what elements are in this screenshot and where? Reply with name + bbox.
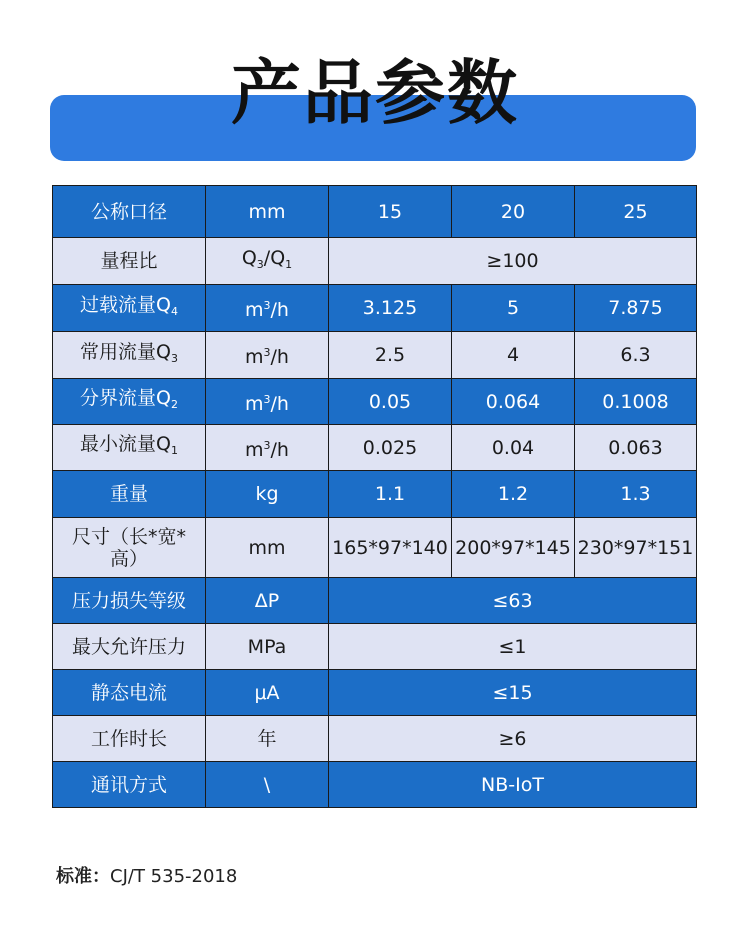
param-value-cell: 25	[575, 186, 697, 238]
param-name-cell: 量程比	[53, 238, 206, 285]
param-name-cell: 常用流量$Q_3$	[53, 332, 206, 379]
param-value-cell: ≥100	[329, 238, 697, 285]
param-name-cell: 分界流量$Q_2$	[53, 379, 206, 425]
table-row	[53, 578, 697, 624]
param-unit-cell: mm	[206, 518, 329, 578]
standard-footnote	[56, 862, 237, 888]
parameter-table	[52, 185, 697, 808]
param-value-cell: 1.2	[452, 471, 575, 518]
param-value-cell: 1.1	[329, 471, 452, 518]
param-value-cell: 165*97*140	[329, 518, 452, 578]
param-value-cell: 200*97*145	[452, 518, 575, 578]
param-unit-cell: $m^3/h$	[206, 332, 329, 379]
param-value-cell: 15	[329, 186, 452, 238]
param-name-cell: 最小流量$Q_1$	[53, 425, 206, 471]
param-value-cell: 3.125	[329, 285, 452, 332]
param-value-cell: 6.3	[575, 332, 697, 379]
table-row	[53, 379, 697, 425]
table-row	[53, 762, 697, 808]
param-unit-cell: MPa	[206, 624, 329, 670]
param-unit-cell: $m^3/h$	[206, 379, 329, 425]
param-unit-cell: $Q_3/Q_1$	[206, 238, 329, 285]
param-value-cell: ≥6	[329, 716, 697, 762]
standard-label: 标准：	[56, 866, 110, 887]
param-value-cell: 0.05	[329, 379, 452, 425]
param-value-cell: 20	[452, 186, 575, 238]
param-value-cell: 0.064	[452, 379, 575, 425]
param-unit-cell: $m^3/h$	[206, 285, 329, 332]
param-value-cell: ≤63	[329, 578, 697, 624]
table-row	[53, 716, 697, 762]
param-value-cell: 0.04	[452, 425, 575, 471]
param-value-cell: NB-IoT	[329, 762, 697, 808]
param-unit-cell: μA	[206, 670, 329, 716]
param-name-cell: 过载流量$Q_4$	[53, 285, 206, 332]
param-name-cell: 公称口径	[53, 186, 206, 238]
param-unit-cell: ΔP	[206, 578, 329, 624]
param-name-cell: 通讯方式	[53, 762, 206, 808]
param-value-cell: 230*97*151	[575, 518, 697, 578]
param-value-cell: 1.3	[575, 471, 697, 518]
param-value-cell: 7.875	[575, 285, 697, 332]
param-value-cell: 2.5	[329, 332, 452, 379]
page-title: 产品参数	[231, 52, 519, 134]
param-value-cell: 5	[452, 285, 575, 332]
param-unit-cell: kg	[206, 471, 329, 518]
table-row	[53, 238, 697, 285]
param-name-cell: 重量	[53, 471, 206, 518]
param-value-cell: 0.063	[575, 425, 697, 471]
param-value-cell: 4	[452, 332, 575, 379]
param-name-cell: 压力损失等级	[53, 578, 206, 624]
table-row	[53, 670, 697, 716]
table-row	[53, 186, 697, 238]
standard-value: CJ/T 535-2018	[110, 866, 238, 887]
table-row	[53, 518, 697, 578]
param-unit-cell: \	[206, 762, 329, 808]
param-name-cell: 工作时长	[53, 716, 206, 762]
param-value-cell: 0.1008	[575, 379, 697, 425]
param-value-cell: 0.025	[329, 425, 452, 471]
param-unit-cell: mm	[206, 186, 329, 238]
param-unit-cell: $m^3/h$	[206, 425, 329, 471]
param-value-cell: ≤1	[329, 624, 697, 670]
param-name-cell: 尺寸（长*宽*高）	[53, 518, 206, 578]
table-row	[53, 425, 697, 471]
param-unit-cell: 年	[206, 716, 329, 762]
table-row	[53, 285, 697, 332]
table-row	[53, 332, 697, 379]
param-name-cell: 静态电流	[53, 670, 206, 716]
table-row	[53, 624, 697, 670]
param-name-cell: 最大允许压力	[53, 624, 206, 670]
table-row	[53, 471, 697, 518]
parameter-table-body	[53, 186, 697, 808]
param-value-cell: ≤15	[329, 670, 697, 716]
